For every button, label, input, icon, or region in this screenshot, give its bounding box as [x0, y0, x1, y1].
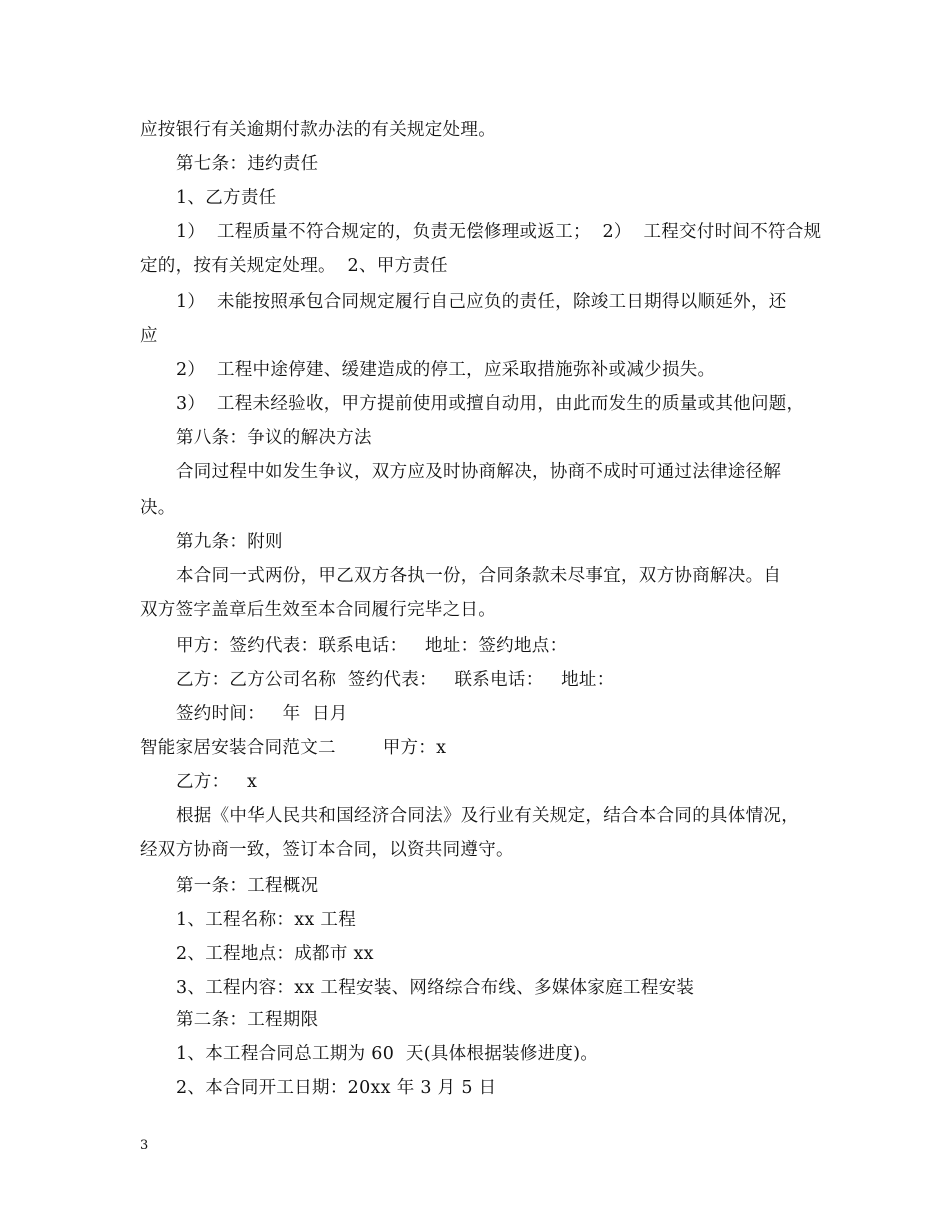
- text-line: 1） 工程质量不符合规定的，负责无偿修理或返工； 2） 工程交付时间不符合规: [176, 222, 822, 242]
- section-heading: 第七条：违约责任: [176, 154, 319, 174]
- text-line: 1、本工程合同总工期为 60 天(具体根据装修进度)。: [176, 1044, 599, 1064]
- text-line: 2、本合同开工日期：20xx 年 3 月 5 日: [176, 1078, 497, 1098]
- text-line: 决。: [140, 498, 176, 518]
- text-line: 合同过程中如发生争议，双方应及时协商解决，协商不成时可通过法律途径解: [176, 462, 782, 482]
- text-line: 1、乙方责任: [176, 188, 277, 208]
- text-line: 1） 未能按照承包合同规定履行自己应负的责任，除竣工日期得以顺延外，还: [176, 292, 787, 312]
- text-line: 3） 工程未经验收，甲方提前使用或擅自动用，由此而发生的质量或其他问题，: [176, 394, 805, 414]
- text-line: 应按银行有关逾期付款办法的有关规定处理。: [140, 120, 496, 140]
- text-line: 乙方：乙方公司名称 签约代表： 联系电话： 地址：: [176, 670, 615, 690]
- text-line: 智能家居安装合同范文二 甲方：x: [140, 738, 447, 758]
- text-line: 根据《中华人民共和国经济合同法》及行业有关规定，结合本合同的具体情况，: [176, 806, 799, 826]
- text-line: 双方签字盖章后生效至本合同履行完毕之日。: [140, 600, 496, 620]
- text-line: 1、工程名称：xx 工程: [176, 910, 357, 930]
- text-line: 本合同一式两份，甲乙双方各执一份，合同条款未尽事宜，双方协商解决。自: [176, 566, 782, 586]
- text-line: 乙方： x: [176, 772, 258, 792]
- text-line: 定的，按有关规定处理。 2、甲方责任: [140, 256, 448, 276]
- text-line: 甲方：签约代表：联系电话： 地址：签约地点：: [176, 636, 568, 656]
- page-number: 3: [140, 1138, 149, 1153]
- text-line: 3、工程内容：xx 工程安装、网络综合布线、多媒体家庭工程安装: [176, 978, 695, 998]
- text-line: 2） 工程中途停建、缓建造成的停工，应采取措施弥补或减少损失。: [176, 360, 716, 380]
- section-heading: 第一条：工程概况: [176, 876, 319, 896]
- section-heading: 第二条：工程期限: [176, 1010, 319, 1030]
- text-line: 经双方协商一致，签订本合同，以资共同遵守。: [140, 840, 514, 860]
- text-line: 2、工程地点：成都市 xx: [176, 944, 374, 964]
- section-heading: 第八条：争议的解决方法: [176, 428, 372, 448]
- text-line: 签约时间： 年 日月: [176, 704, 348, 724]
- section-heading: 第九条：附则: [176, 532, 283, 552]
- text-line: 应: [140, 326, 158, 346]
